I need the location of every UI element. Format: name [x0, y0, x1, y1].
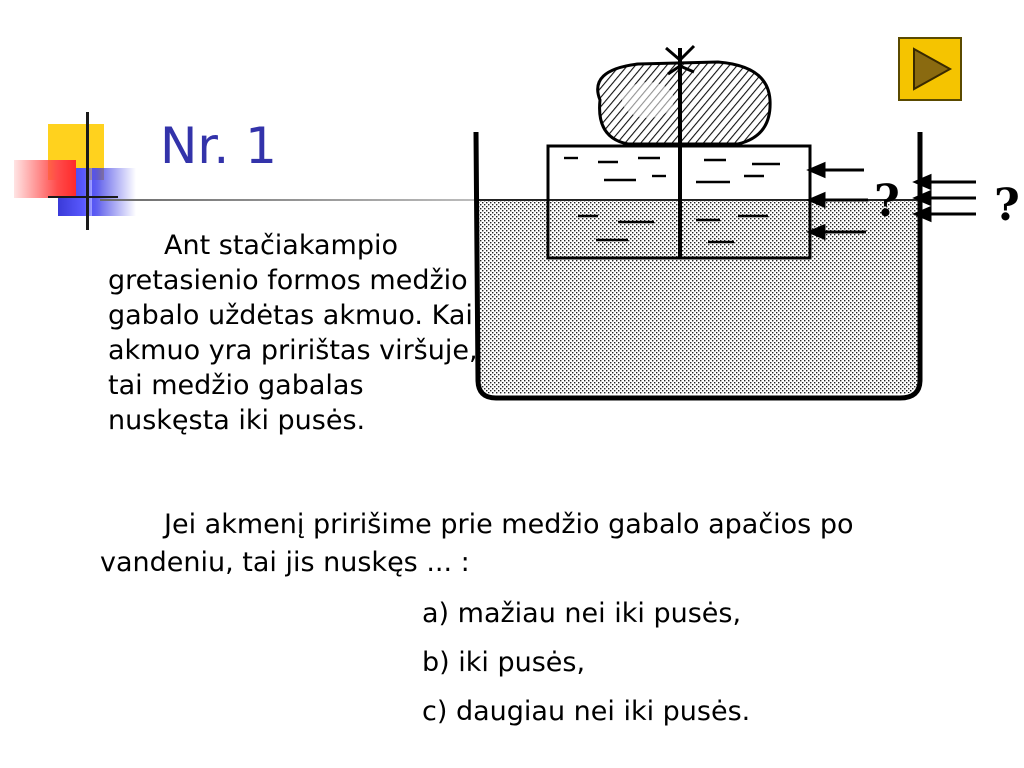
problem-paragraph-2 — [100, 506, 980, 582]
decor-vertical-line — [86, 112, 89, 230]
decor-red-square — [14, 160, 76, 198]
problem-text-1: Ant stačiakampio gretasienio formos medžio gabalo uždėtas akmuo. Kai akmuo yra pririštas viršuje, tai medžio gabalas nuskęsta iki pusės. — [108, 230, 478, 436]
question-mark-right: ? — [994, 180, 1020, 231]
floating-block-illustration — [468, 40, 1024, 410]
problem-paragraph-1 — [108, 228, 488, 438]
answer-option-a: a) mažiau nei iki pusės, — [422, 598, 742, 629]
question-mark-left: ? — [874, 176, 900, 227]
slide-title: Nr. 1 — [160, 117, 277, 175]
title-underline — [100, 199, 480, 201]
water-region — [478, 200, 918, 394]
answer-option-c: c) daugiau nei iki pusės. — [422, 696, 751, 727]
problem-text-2: Jei akmenį pririšime prie medžio gabalo apačios po vandeniu, tai jis nuskęs ... : — [100, 509, 854, 578]
decor-horizontal-line — [48, 196, 118, 198]
answer-option-b: b) iki pusės, — [422, 647, 586, 678]
